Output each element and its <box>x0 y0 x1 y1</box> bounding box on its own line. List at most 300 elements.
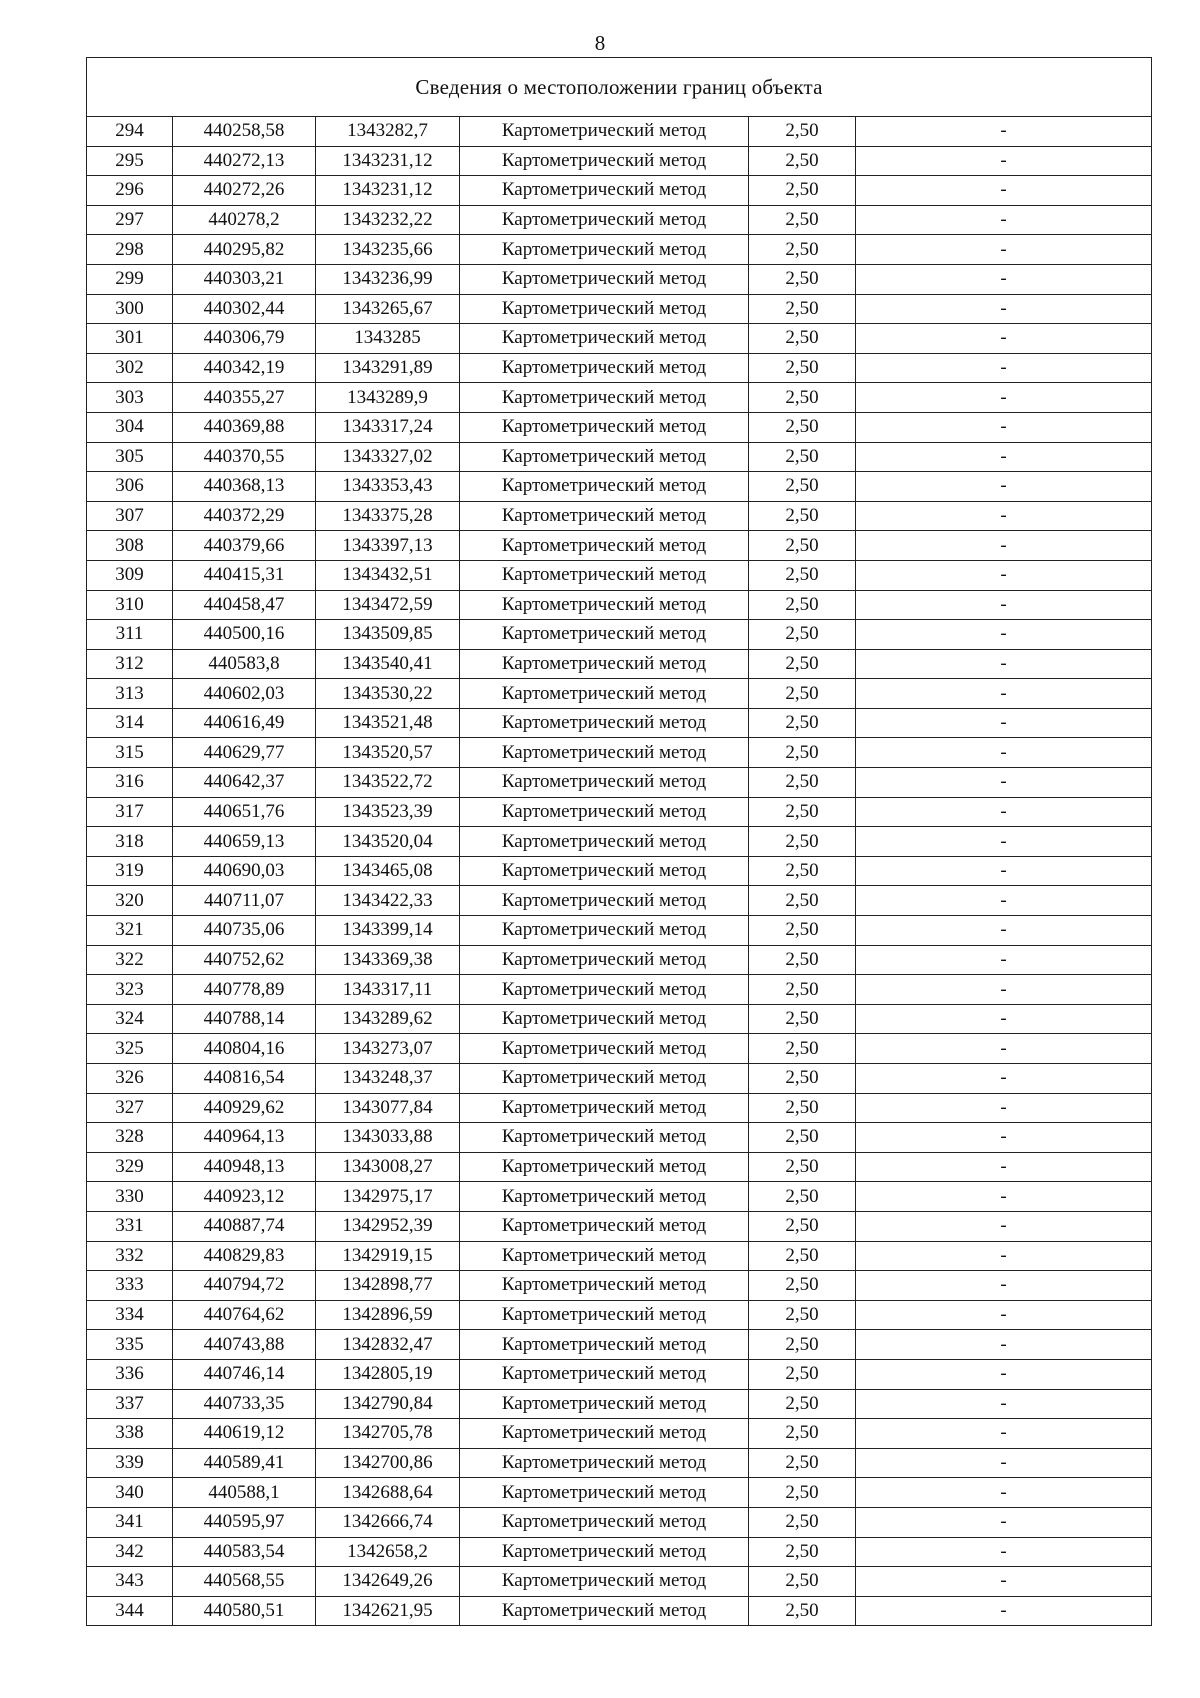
x-coordinate-cell: 440711,07 <box>173 886 316 916</box>
description-cell: - <box>856 176 1152 206</box>
method-cell: Картометрический метод <box>460 1034 749 1064</box>
method-cell: Картометрический метод <box>460 531 749 561</box>
accuracy-cell: 2,50 <box>749 827 856 857</box>
y-coordinate-cell: 1343327,02 <box>316 442 460 472</box>
method-cell: Картометрический метод <box>460 1448 749 1478</box>
description-cell: - <box>856 1241 1152 1271</box>
method-cell: Картометрический метод <box>460 1300 749 1330</box>
method-cell: Картометрический метод <box>460 1064 749 1094</box>
point-number-cell: 294 <box>87 117 173 147</box>
accuracy-cell: 2,50 <box>749 1093 856 1123</box>
y-coordinate-cell: 1342688,64 <box>316 1478 460 1508</box>
table-row <box>87 856 1152 886</box>
point-number-cell: 337 <box>87 1389 173 1419</box>
point-number-cell: 297 <box>87 205 173 235</box>
table-row <box>87 1211 1152 1241</box>
method-cell: Картометрический метод <box>460 1152 749 1182</box>
table-row <box>87 205 1152 235</box>
y-coordinate-cell: 1343540,41 <box>316 649 460 679</box>
method-cell: Картометрический метод <box>460 294 749 324</box>
point-number-cell: 312 <box>87 649 173 679</box>
description-cell: - <box>856 797 1152 827</box>
method-cell: Картометрический метод <box>460 1182 749 1212</box>
x-coordinate-cell: 440272,13 <box>173 146 316 176</box>
boundary-coordinates-table <box>86 57 1152 1626</box>
x-coordinate-cell: 440788,14 <box>173 1004 316 1034</box>
accuracy-cell: 2,50 <box>749 945 856 975</box>
method-cell: Картометрический метод <box>460 856 749 886</box>
table-row <box>87 531 1152 561</box>
method-cell: Картометрический метод <box>460 1004 749 1034</box>
accuracy-cell: 2,50 <box>749 916 856 946</box>
point-number-cell: 338 <box>87 1419 173 1449</box>
y-coordinate-cell: 1342952,39 <box>316 1211 460 1241</box>
table-row <box>87 412 1152 442</box>
description-cell: - <box>856 856 1152 886</box>
point-number-cell: 300 <box>87 294 173 324</box>
accuracy-cell: 2,50 <box>749 117 856 147</box>
method-cell: Картометрический метод <box>460 768 749 798</box>
accuracy-cell: 2,50 <box>749 294 856 324</box>
description-cell: - <box>856 531 1152 561</box>
method-cell: Картометрический метод <box>460 1241 749 1271</box>
x-coordinate-cell: 440948,13 <box>173 1152 316 1182</box>
accuracy-cell: 2,50 <box>749 442 856 472</box>
y-coordinate-cell: 1343522,72 <box>316 768 460 798</box>
method-cell: Картометрический метод <box>460 176 749 206</box>
y-coordinate-cell: 1343285 <box>316 324 460 354</box>
method-cell: Картометрический метод <box>460 1478 749 1508</box>
point-number-cell: 341 <box>87 1507 173 1537</box>
description-cell: - <box>856 324 1152 354</box>
table-row <box>87 1478 1152 1508</box>
accuracy-cell: 2,50 <box>749 1389 856 1419</box>
description-cell: - <box>856 886 1152 916</box>
point-number-cell: 336 <box>87 1359 173 1389</box>
accuracy-cell: 2,50 <box>749 620 856 650</box>
x-coordinate-cell: 440743,88 <box>173 1330 316 1360</box>
accuracy-cell: 2,50 <box>749 738 856 768</box>
method-cell: Картометрический метод <box>460 560 749 590</box>
table-row <box>87 1330 1152 1360</box>
x-coordinate-cell: 440690,03 <box>173 856 316 886</box>
point-number-cell: 295 <box>87 146 173 176</box>
point-number-cell: 330 <box>87 1182 173 1212</box>
y-coordinate-cell: 1342700,86 <box>316 1448 460 1478</box>
point-number-cell: 323 <box>87 975 173 1005</box>
table-row <box>87 886 1152 916</box>
x-coordinate-cell: 440752,62 <box>173 945 316 975</box>
point-number-cell: 344 <box>87 1596 173 1626</box>
method-cell: Картометрический метод <box>460 886 749 916</box>
x-coordinate-cell: 440764,62 <box>173 1300 316 1330</box>
method-cell: Картометрический метод <box>460 264 749 294</box>
description-cell: - <box>856 1359 1152 1389</box>
description-cell: - <box>856 1596 1152 1626</box>
point-number-cell: 343 <box>87 1567 173 1597</box>
description-cell: - <box>856 501 1152 531</box>
method-cell: Картометрический метод <box>460 1507 749 1537</box>
point-number-cell: 316 <box>87 768 173 798</box>
method-cell: Картометрический метод <box>460 383 749 413</box>
accuracy-cell: 2,50 <box>749 975 856 1005</box>
accuracy-cell: 2,50 <box>749 1241 856 1271</box>
accuracy-cell: 2,50 <box>749 146 856 176</box>
accuracy-cell: 2,50 <box>749 1004 856 1034</box>
x-coordinate-cell: 440595,97 <box>173 1507 316 1537</box>
accuracy-cell: 2,50 <box>749 560 856 590</box>
table-row <box>87 1182 1152 1212</box>
method-cell: Картометрический метод <box>460 649 749 679</box>
table-row <box>87 1241 1152 1271</box>
accuracy-cell: 2,50 <box>749 205 856 235</box>
accuracy-cell: 2,50 <box>749 708 856 738</box>
accuracy-cell: 2,50 <box>749 176 856 206</box>
y-coordinate-cell: 1343432,51 <box>316 560 460 590</box>
description-cell: - <box>856 827 1152 857</box>
point-number-cell: 301 <box>87 324 173 354</box>
y-coordinate-cell: 1342919,15 <box>316 1241 460 1271</box>
point-number-cell: 325 <box>87 1034 173 1064</box>
point-number-cell: 315 <box>87 738 173 768</box>
method-cell: Картометрический метод <box>460 1093 749 1123</box>
x-coordinate-cell: 440964,13 <box>173 1123 316 1153</box>
point-number-cell: 314 <box>87 708 173 738</box>
y-coordinate-cell: 1343231,12 <box>316 146 460 176</box>
table-row <box>87 324 1152 354</box>
method-cell: Картометрический метод <box>460 205 749 235</box>
point-number-cell: 298 <box>87 235 173 265</box>
method-cell: Картометрический метод <box>460 412 749 442</box>
accuracy-cell: 2,50 <box>749 412 856 442</box>
y-coordinate-cell: 1343465,08 <box>316 856 460 886</box>
y-coordinate-cell: 1343520,57 <box>316 738 460 768</box>
table-row <box>87 560 1152 590</box>
x-coordinate-cell: 440602,03 <box>173 679 316 709</box>
x-coordinate-cell: 440303,21 <box>173 264 316 294</box>
x-coordinate-cell: 440379,66 <box>173 531 316 561</box>
point-number-cell: 326 <box>87 1064 173 1094</box>
x-coordinate-cell: 440258,58 <box>173 117 316 147</box>
description-cell: - <box>856 117 1152 147</box>
point-number-cell: 309 <box>87 560 173 590</box>
y-coordinate-cell: 1343232,22 <box>316 205 460 235</box>
description-cell: - <box>856 1507 1152 1537</box>
description-cell: - <box>856 1448 1152 1478</box>
description-cell: - <box>856 1478 1152 1508</box>
table-row <box>87 383 1152 413</box>
method-cell: Картометрический метод <box>460 797 749 827</box>
description-cell: - <box>856 1567 1152 1597</box>
x-coordinate-cell: 440619,12 <box>173 1419 316 1449</box>
method-cell: Картометрический метод <box>460 708 749 738</box>
point-number-cell: 304 <box>87 412 173 442</box>
table-row <box>87 1359 1152 1389</box>
x-coordinate-cell: 440589,41 <box>173 1448 316 1478</box>
table-row <box>87 1271 1152 1301</box>
x-coordinate-cell: 440342,19 <box>173 353 316 383</box>
table-row <box>87 590 1152 620</box>
page-number: 8 <box>594 31 606 55</box>
point-number-cell: 331 <box>87 1211 173 1241</box>
y-coordinate-cell: 1343520,04 <box>316 827 460 857</box>
method-cell: Картометрический метод <box>460 1330 749 1360</box>
x-coordinate-cell: 440804,16 <box>173 1034 316 1064</box>
accuracy-cell: 2,50 <box>749 1211 856 1241</box>
x-coordinate-cell: 440306,79 <box>173 324 316 354</box>
y-coordinate-cell: 1343509,85 <box>316 620 460 650</box>
accuracy-cell: 2,50 <box>749 886 856 916</box>
description-cell: - <box>856 1182 1152 1212</box>
accuracy-cell: 2,50 <box>749 353 856 383</box>
x-coordinate-cell: 440651,76 <box>173 797 316 827</box>
y-coordinate-cell: 1343375,28 <box>316 501 460 531</box>
method-cell: Картометрический метод <box>460 235 749 265</box>
x-coordinate-cell: 440616,49 <box>173 708 316 738</box>
table-row <box>87 501 1152 531</box>
accuracy-cell: 2,50 <box>749 1152 856 1182</box>
table-row <box>87 1567 1152 1597</box>
accuracy-cell: 2,50 <box>749 797 856 827</box>
table-row <box>87 294 1152 324</box>
accuracy-cell: 2,50 <box>749 1034 856 1064</box>
description-cell: - <box>856 412 1152 442</box>
description-cell: - <box>856 472 1152 502</box>
accuracy-cell: 2,50 <box>749 1478 856 1508</box>
x-coordinate-cell: 440746,14 <box>173 1359 316 1389</box>
accuracy-cell: 2,50 <box>749 235 856 265</box>
point-number-cell: 317 <box>87 797 173 827</box>
y-coordinate-cell: 1343291,89 <box>316 353 460 383</box>
point-number-cell: 302 <box>87 353 173 383</box>
method-cell: Картометрический метод <box>460 1389 749 1419</box>
description-cell: - <box>856 1064 1152 1094</box>
table-row <box>87 353 1152 383</box>
description-cell: - <box>856 205 1152 235</box>
y-coordinate-cell: 1342705,78 <box>316 1419 460 1449</box>
y-coordinate-cell: 1343317,24 <box>316 412 460 442</box>
accuracy-cell: 2,50 <box>749 768 856 798</box>
y-coordinate-cell: 1342805,19 <box>316 1359 460 1389</box>
y-coordinate-cell: 1343521,48 <box>316 708 460 738</box>
method-cell: Картометрический метод <box>460 975 749 1005</box>
point-number-cell: 296 <box>87 176 173 206</box>
description-cell: - <box>856 679 1152 709</box>
table-row <box>87 1093 1152 1123</box>
x-coordinate-cell: 440368,13 <box>173 472 316 502</box>
point-number-cell: 318 <box>87 827 173 857</box>
accuracy-cell: 2,50 <box>749 1064 856 1094</box>
table-row <box>87 1389 1152 1419</box>
description-cell: - <box>856 620 1152 650</box>
table-row <box>87 1537 1152 1567</box>
description-cell: - <box>856 975 1152 1005</box>
x-coordinate-cell: 440829,83 <box>173 1241 316 1271</box>
y-coordinate-cell: 1343530,22 <box>316 679 460 709</box>
table-row <box>87 945 1152 975</box>
method-cell: Картометрический метод <box>460 1419 749 1449</box>
point-number-cell: 319 <box>87 856 173 886</box>
y-coordinate-cell: 1343273,07 <box>316 1034 460 1064</box>
table-header-row <box>87 58 1152 117</box>
method-cell: Картометрический метод <box>460 1211 749 1241</box>
description-cell: - <box>856 442 1152 472</box>
y-coordinate-cell: 1343008,27 <box>316 1152 460 1182</box>
method-cell: Картометрический метод <box>460 353 749 383</box>
table-row <box>87 649 1152 679</box>
y-coordinate-cell: 1343397,13 <box>316 531 460 561</box>
description-cell: - <box>856 294 1152 324</box>
accuracy-cell: 2,50 <box>749 501 856 531</box>
point-number-cell: 329 <box>87 1152 173 1182</box>
accuracy-cell: 2,50 <box>749 679 856 709</box>
y-coordinate-cell: 1342896,59 <box>316 1300 460 1330</box>
x-coordinate-cell: 440278,2 <box>173 205 316 235</box>
method-cell: Картометрический метод <box>460 1123 749 1153</box>
description-cell: - <box>856 916 1152 946</box>
method-cell: Картометрический метод <box>460 1596 749 1626</box>
point-number-cell: 305 <box>87 442 173 472</box>
accuracy-cell: 2,50 <box>749 1537 856 1567</box>
point-number-cell: 333 <box>87 1271 173 1301</box>
y-coordinate-cell: 1343472,59 <box>316 590 460 620</box>
x-coordinate-cell: 440778,89 <box>173 975 316 1005</box>
x-coordinate-cell: 440929,62 <box>173 1093 316 1123</box>
accuracy-cell: 2,50 <box>749 1271 856 1301</box>
y-coordinate-cell: 1343289,62 <box>316 1004 460 1034</box>
table-row <box>87 1300 1152 1330</box>
accuracy-cell: 2,50 <box>749 1448 856 1478</box>
accuracy-cell: 2,50 <box>749 1419 856 1449</box>
x-coordinate-cell: 440659,13 <box>173 827 316 857</box>
description-cell: - <box>856 1537 1152 1567</box>
accuracy-cell: 2,50 <box>749 383 856 413</box>
table-row <box>87 1004 1152 1034</box>
table-row <box>87 975 1152 1005</box>
x-coordinate-cell: 440369,88 <box>173 412 316 442</box>
method-cell: Картометрический метод <box>460 472 749 502</box>
table-row <box>87 1064 1152 1094</box>
method-cell: Картометрический метод <box>460 1271 749 1301</box>
point-number-cell: 342 <box>87 1537 173 1567</box>
x-coordinate-cell: 440583,54 <box>173 1537 316 1567</box>
table-row <box>87 1034 1152 1064</box>
x-coordinate-cell: 440923,12 <box>173 1182 316 1212</box>
method-cell: Картометрический метод <box>460 501 749 531</box>
accuracy-cell: 2,50 <box>749 324 856 354</box>
method-cell: Картометрический метод <box>460 679 749 709</box>
accuracy-cell: 2,50 <box>749 1300 856 1330</box>
x-coordinate-cell: 440887,74 <box>173 1211 316 1241</box>
table-row <box>87 1596 1152 1626</box>
accuracy-cell: 2,50 <box>749 590 856 620</box>
table-row <box>87 679 1152 709</box>
y-coordinate-cell: 1343248,37 <box>316 1064 460 1094</box>
method-cell: Картометрический метод <box>460 1537 749 1567</box>
point-number-cell: 313 <box>87 679 173 709</box>
table-title: Сведения о местоположении границ объекта <box>87 58 1152 117</box>
description-cell: - <box>856 1034 1152 1064</box>
table-row <box>87 1507 1152 1537</box>
method-cell: Картометрический метод <box>460 1567 749 1597</box>
point-number-cell: 327 <box>87 1093 173 1123</box>
accuracy-cell: 2,50 <box>749 1596 856 1626</box>
accuracy-cell: 2,50 <box>749 856 856 886</box>
y-coordinate-cell: 1343235,66 <box>316 235 460 265</box>
x-coordinate-cell: 440735,06 <box>173 916 316 946</box>
accuracy-cell: 2,50 <box>749 472 856 502</box>
x-coordinate-cell: 440588,1 <box>173 1478 316 1508</box>
table-row <box>87 1448 1152 1478</box>
accuracy-cell: 2,50 <box>749 1507 856 1537</box>
table-row <box>87 708 1152 738</box>
method-cell: Картометрический метод <box>460 620 749 650</box>
x-coordinate-cell: 440583,8 <box>173 649 316 679</box>
method-cell: Картометрический метод <box>460 916 749 946</box>
y-coordinate-cell: 1343422,33 <box>316 886 460 916</box>
description-cell: - <box>856 945 1152 975</box>
table-row <box>87 117 1152 147</box>
method-cell: Картометрический метод <box>460 117 749 147</box>
y-coordinate-cell: 1343282,7 <box>316 117 460 147</box>
y-coordinate-cell: 1343265,67 <box>316 294 460 324</box>
x-coordinate-cell: 440816,54 <box>173 1064 316 1094</box>
accuracy-cell: 2,50 <box>749 649 856 679</box>
method-cell: Картометрический метод <box>460 1359 749 1389</box>
point-number-cell: 307 <box>87 501 173 531</box>
table-row <box>87 797 1152 827</box>
table-row <box>87 1123 1152 1153</box>
point-number-cell: 324 <box>87 1004 173 1034</box>
y-coordinate-cell: 1343289,9 <box>316 383 460 413</box>
point-number-cell: 339 <box>87 1448 173 1478</box>
y-coordinate-cell: 1342649,26 <box>316 1567 460 1597</box>
y-coordinate-cell: 1343369,38 <box>316 945 460 975</box>
x-coordinate-cell: 440415,31 <box>173 560 316 590</box>
accuracy-cell: 2,50 <box>749 1182 856 1212</box>
description-cell: - <box>856 264 1152 294</box>
table-row <box>87 472 1152 502</box>
method-cell: Картометрический метод <box>460 146 749 176</box>
point-number-cell: 340 <box>87 1478 173 1508</box>
method-cell: Картометрический метод <box>460 945 749 975</box>
description-cell: - <box>856 1300 1152 1330</box>
x-coordinate-cell: 440370,55 <box>173 442 316 472</box>
y-coordinate-cell: 1342790,84 <box>316 1389 460 1419</box>
description-cell: - <box>856 768 1152 798</box>
y-coordinate-cell: 1343317,11 <box>316 975 460 1005</box>
accuracy-cell: 2,50 <box>749 1123 856 1153</box>
description-cell: - <box>856 1211 1152 1241</box>
table-row <box>87 176 1152 206</box>
table-body <box>87 117 1152 1626</box>
x-coordinate-cell: 440372,29 <box>173 501 316 531</box>
x-coordinate-cell: 440302,44 <box>173 294 316 324</box>
table-row <box>87 1152 1152 1182</box>
description-cell: - <box>856 708 1152 738</box>
accuracy-cell: 2,50 <box>749 264 856 294</box>
accuracy-cell: 2,50 <box>749 531 856 561</box>
x-coordinate-cell: 440295,82 <box>173 235 316 265</box>
x-coordinate-cell: 440629,77 <box>173 738 316 768</box>
point-number-cell: 303 <box>87 383 173 413</box>
x-coordinate-cell: 440580,51 <box>173 1596 316 1626</box>
x-coordinate-cell: 440272,26 <box>173 176 316 206</box>
x-coordinate-cell: 440568,55 <box>173 1567 316 1597</box>
method-cell: Картометрический метод <box>460 738 749 768</box>
y-coordinate-cell: 1343236,99 <box>316 264 460 294</box>
point-number-cell: 332 <box>87 1241 173 1271</box>
